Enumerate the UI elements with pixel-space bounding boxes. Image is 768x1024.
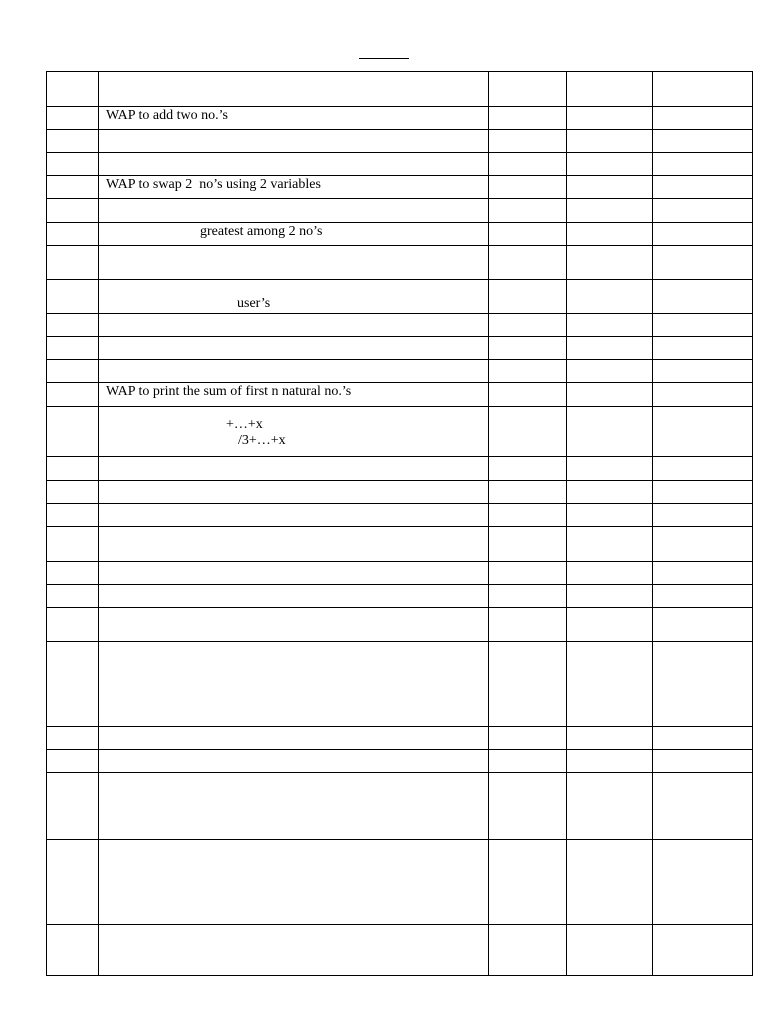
table-cell xyxy=(489,107,567,130)
table-cell xyxy=(99,750,489,773)
table-cell xyxy=(47,153,99,176)
table-cell xyxy=(99,407,489,457)
table-cell xyxy=(47,585,99,608)
table-cell xyxy=(567,360,653,383)
table-cell xyxy=(99,773,489,840)
table-cell xyxy=(653,504,753,527)
table-row xyxy=(47,457,753,481)
table-row xyxy=(47,925,753,976)
table-cell xyxy=(99,176,489,199)
table-cell xyxy=(489,223,567,246)
table-row xyxy=(47,481,753,504)
program-title: WAP to print the sum of first n natural no.’s xyxy=(106,384,352,399)
table-cell xyxy=(653,457,753,481)
table-cell xyxy=(47,481,99,504)
table-cell xyxy=(99,383,489,407)
table-cell xyxy=(99,199,489,223)
table-cell xyxy=(653,223,753,246)
table-cell xyxy=(567,383,653,407)
table-row xyxy=(47,153,753,176)
table-row xyxy=(47,642,753,727)
table-cell xyxy=(47,199,99,223)
table-cell xyxy=(489,176,567,199)
table-cell xyxy=(653,72,753,107)
table-cell xyxy=(567,176,653,199)
table-row xyxy=(47,383,753,407)
table-cell xyxy=(567,562,653,585)
table-cell xyxy=(99,280,489,314)
table-row xyxy=(47,504,753,527)
table-cell xyxy=(653,642,753,727)
table-cell xyxy=(653,337,753,360)
table-cell xyxy=(567,246,653,280)
table-row xyxy=(47,407,753,457)
table-cell xyxy=(653,199,753,223)
table-row xyxy=(47,608,753,642)
table-cell xyxy=(489,407,567,457)
table-cell xyxy=(489,642,567,727)
table-cell xyxy=(47,562,99,585)
table-cell xyxy=(567,457,653,481)
table-cell xyxy=(567,642,653,727)
table-cell xyxy=(47,750,99,773)
table-cell xyxy=(99,457,489,481)
table-cell xyxy=(567,72,653,107)
table-row xyxy=(47,223,753,246)
table-row xyxy=(47,337,753,360)
table-cell xyxy=(99,727,489,750)
table-cell xyxy=(99,840,489,925)
table-cell xyxy=(99,527,489,562)
table-cell xyxy=(653,727,753,750)
table-cell xyxy=(567,504,653,527)
table-cell xyxy=(47,72,99,107)
table-cell xyxy=(653,383,753,407)
table-cell xyxy=(489,280,567,314)
table-cell xyxy=(653,608,753,642)
table-cell xyxy=(47,176,99,199)
table-cell xyxy=(567,481,653,504)
table-cell xyxy=(653,153,753,176)
table-cell xyxy=(99,107,489,130)
table-cell xyxy=(47,773,99,840)
table-row xyxy=(47,727,753,750)
table-cell xyxy=(489,199,567,223)
table-cell xyxy=(653,176,753,199)
table-cell xyxy=(567,840,653,925)
series-line-1: +…+x xyxy=(226,417,263,432)
program-title: WAP to add two no.’s xyxy=(106,108,228,123)
table-cell xyxy=(47,925,99,976)
table-cell xyxy=(489,608,567,642)
table-cell xyxy=(489,153,567,176)
table-cell xyxy=(489,773,567,840)
table-cell xyxy=(489,314,567,337)
table-row xyxy=(47,840,753,925)
table-cell xyxy=(99,481,489,504)
series-line-2: /3+…+x xyxy=(238,433,286,448)
table-cell xyxy=(567,750,653,773)
table-cell xyxy=(653,280,753,314)
table-cell xyxy=(567,527,653,562)
table-cell xyxy=(489,383,567,407)
table-cell xyxy=(567,199,653,223)
table-cell xyxy=(653,562,753,585)
table-cell xyxy=(99,223,489,246)
table-cell xyxy=(489,130,567,153)
table-cell xyxy=(567,925,653,976)
table-cell xyxy=(489,527,567,562)
table-cell xyxy=(47,280,99,314)
table-row xyxy=(47,360,753,383)
program-title: greatest among 2 no’s xyxy=(200,224,323,239)
table-cell xyxy=(653,246,753,280)
table-cell xyxy=(47,642,99,727)
table-cell xyxy=(653,527,753,562)
table-row xyxy=(47,176,753,199)
table-cell xyxy=(489,585,567,608)
table-cell xyxy=(489,925,567,976)
table-cell xyxy=(99,360,489,383)
table-cell xyxy=(99,562,489,585)
table-cell xyxy=(489,562,567,585)
table-cell xyxy=(489,504,567,527)
table-cell xyxy=(99,925,489,976)
table-cell xyxy=(653,107,753,130)
table-cell xyxy=(653,840,753,925)
table-cell xyxy=(47,246,99,280)
table-cell xyxy=(99,642,489,727)
table-cell xyxy=(47,840,99,925)
table-cell xyxy=(567,153,653,176)
table-cell xyxy=(99,337,489,360)
table-cell xyxy=(567,314,653,337)
table-cell xyxy=(489,72,567,107)
table-row xyxy=(47,750,753,773)
table-row xyxy=(47,199,753,223)
table-cell xyxy=(653,130,753,153)
table-cell xyxy=(567,223,653,246)
table-cell xyxy=(99,608,489,642)
table-cell xyxy=(47,727,99,750)
table-cell xyxy=(653,407,753,457)
table-cell xyxy=(489,727,567,750)
table-cell xyxy=(567,773,653,840)
table-cell xyxy=(653,585,753,608)
table-row xyxy=(47,314,753,337)
table-cell xyxy=(489,840,567,925)
table-cell xyxy=(567,130,653,153)
table-cell xyxy=(653,314,753,337)
table-cell xyxy=(47,130,99,153)
table-cell xyxy=(489,481,567,504)
table-row xyxy=(47,527,753,562)
table-cell xyxy=(47,504,99,527)
table-cell xyxy=(47,608,99,642)
table-cell xyxy=(99,504,489,527)
table-cell xyxy=(653,750,753,773)
table-cell xyxy=(489,360,567,383)
table-cell xyxy=(47,383,99,407)
table-row xyxy=(47,130,753,153)
table-cell xyxy=(47,314,99,337)
table-cell xyxy=(653,925,753,976)
table-cell xyxy=(567,280,653,314)
program-title: user’s xyxy=(237,296,271,311)
table-cell xyxy=(489,457,567,481)
table-cell xyxy=(47,337,99,360)
table-cell xyxy=(99,246,489,280)
table-row xyxy=(47,773,753,840)
title-underline xyxy=(359,58,409,59)
table-cell xyxy=(567,727,653,750)
table-cell xyxy=(47,107,99,130)
table-cell xyxy=(99,130,489,153)
table-row xyxy=(47,280,753,314)
table-cell xyxy=(653,481,753,504)
table-cell xyxy=(99,72,489,107)
table-cell xyxy=(653,773,753,840)
table-cell xyxy=(567,608,653,642)
table-cell xyxy=(47,407,99,457)
table-cell xyxy=(47,360,99,383)
table-row xyxy=(47,562,753,585)
table-cell xyxy=(567,585,653,608)
table-cell xyxy=(47,223,99,246)
table-cell xyxy=(47,457,99,481)
table-header-row xyxy=(47,72,753,107)
table-cell xyxy=(99,153,489,176)
table-cell xyxy=(47,527,99,562)
table-cell xyxy=(567,407,653,457)
table-row xyxy=(47,246,753,280)
table-cell xyxy=(99,585,489,608)
table-cell xyxy=(489,246,567,280)
table-cell xyxy=(567,337,653,360)
table-cell xyxy=(489,337,567,360)
table-row xyxy=(47,107,753,130)
table-cell xyxy=(99,314,489,337)
program-list-table xyxy=(46,71,753,976)
program-title: WAP to swap 2 no’s using 2 variables xyxy=(106,177,321,192)
table-row xyxy=(47,585,753,608)
table-cell xyxy=(653,360,753,383)
table-cell xyxy=(567,107,653,130)
table-cell xyxy=(489,750,567,773)
